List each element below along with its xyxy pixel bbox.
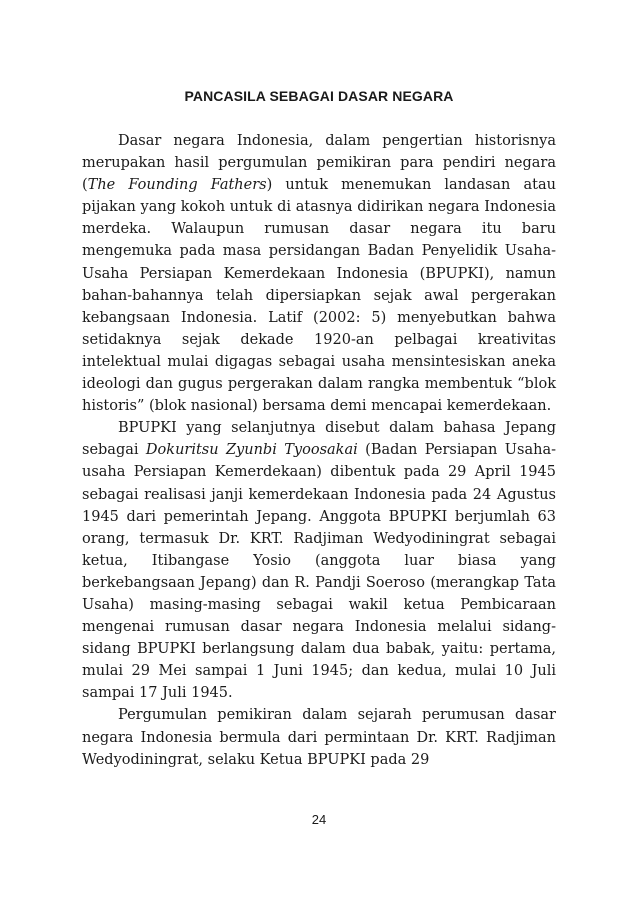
paragraph-1-text-b: ) untuk menemukan landasan atau pijakan yang kokoh untuk di atasnya didirikan negara Indonesia merdeka. Walaupun rumusan dasar negara itu baru mengemuka pada masa persidangan Badan Penyelidik Usaha-Usaha Persiapan Kemerdekaan Indonesia (BPUPKI), namun bahan-bahannya telah dipersiapkan sejak awal pergerakan kebangsaan Indonesia. Latif (2002: 5) menyebutkan bahwa setidaknya sejak dekade 1920-an pelbagai kreativitas intelektual mulai digagas sebagai usaha mensintesiskan aneka ideologi dan gugus pergerakan dalam rangka membentuk “blok historis” (blok nasional) bersama demi mencapai kemerdekaan.: [82, 177, 556, 415]
page-title: PANCASILA SEBAGAI DASAR NEGARA: [184, 88, 454, 104]
paragraph-2-text-b: (Badan Persiapan Usaha-usaha Persiapan Kemerdekaan) dibentuk pada 29 April 1945 sebagai realisasi janji kemerdekaan Indonesia pada 24 Agustus 1945 dari pemerintah Jepang. Anggota BPUPKI berjumlah 63 orang, termasuk Dr. KRT. Radjiman Wedyodiningrat sebagai ketua, Itibangase Yosio (anggota luar biasa yang berkebangsaan Jepang) dan R. Pandji Soeroso (merangkap Tata Usaha) masing-masing sebagai wakil ketua Pembicaraan mengenai rumusan dasar negara Indonesia melalui sidang-sidang BPUPKI berlangsung dalam dua babak, yaitu: pertama, mulai 29 Mei sampai 1 Juni 1945; dan kedua, mulai 10 Juli sampai 17 Juli 1945.: [82, 442, 556, 702]
paragraph-1: [82, 130, 556, 417]
paragraph-1-text-a: Dasar negara Indonesia, dalam pengertian historisnya merupakan hasil pergumulan pemikiran para pendiri negara (: [82, 133, 556, 194]
paragraph-2-text-a: BPUPKI yang selanjutnya disebut dalam bahasa Jepang sebagai: [82, 420, 556, 459]
page-content: [82, 88, 556, 771]
paragraph-3: [82, 704, 556, 770]
paragraph-2-italic-japanese-name: Dokuritsu Zyunbi Tyoosakai: [145, 442, 358, 459]
paragraph-1-italic-founding-fathers: The Founding Fathers: [87, 177, 267, 194]
paragraph-3-text-a: Pergumulan pemikiran dalam sejarah perumusan dasar negara Indonesia bermula dari permintaan Dr. KRT. Radjiman Wedyodiningrat, selaku Ketua BPUPKI pada 29: [82, 707, 556, 768]
paragraph-2: [82, 417, 556, 704]
page-number: 24: [311, 812, 327, 827]
